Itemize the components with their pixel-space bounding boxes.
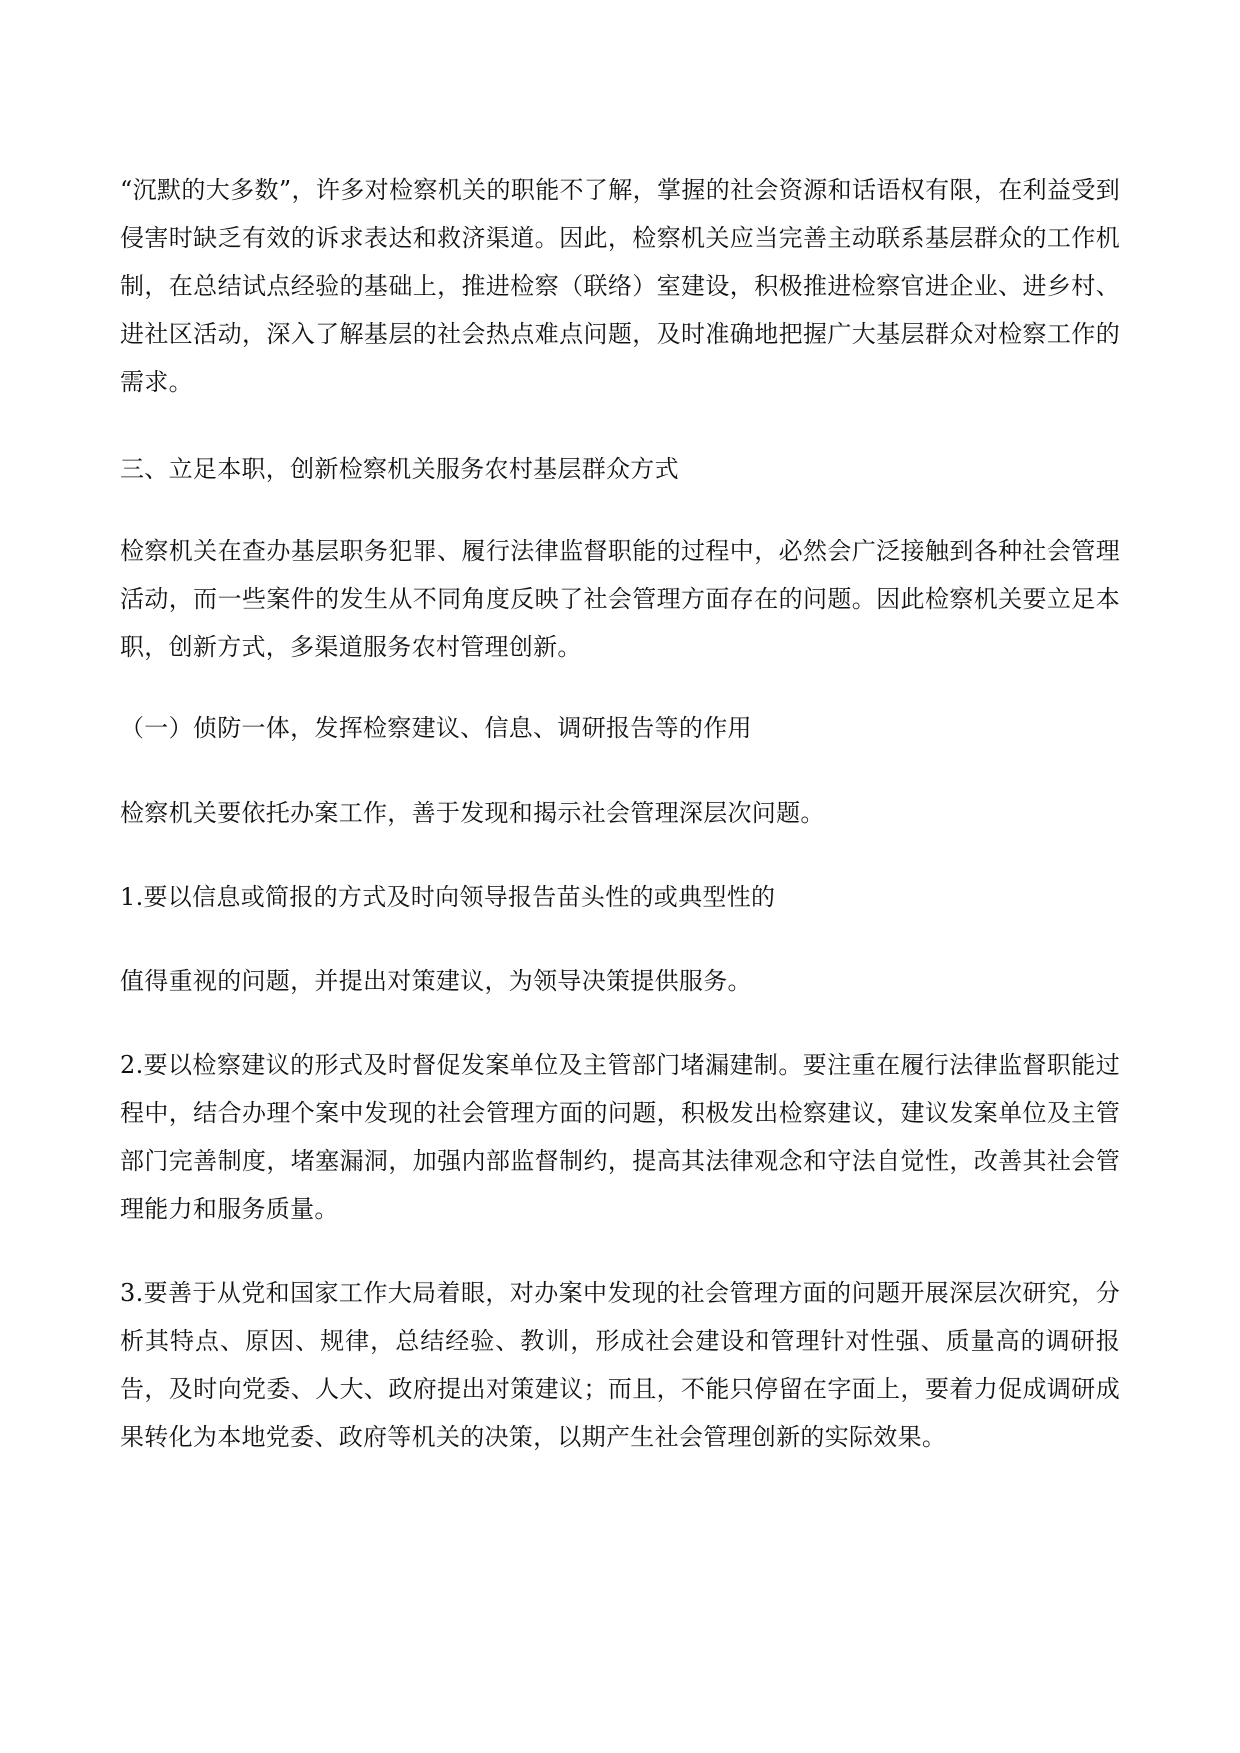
section-heading-three: 三、立足本职，创新检察机关服务农村基层群众方式: [120, 455, 679, 483]
list-item-two: 2.要以检察建议的形式及时督促发案单位及主管部门堵漏建制。要注重在履行法律监督职能过程中，结合办理个案中发现的社会管理方面的问题，积极发出检察建议，建议发案单位及主管部门完善制度，堵塞漏洞，加强内部监督制约，提高其法律观念和守法自觉性，改善其社会管理能力和服务质量。: [120, 1051, 1120, 1223]
list-item-three: 3.要善于从党和国家工作大局着眼，对办案中发现的社会管理方面的问题开展深层次研究，分析其特点、原因、规律，总结经验、教训，形成社会建设和管理针对性强、质量高的调研报告，及时向党委、人大、政府提出对策建议；而且，不能只停留在字面上，要着力促成调研成果转化为本地党委、政府等机关的决策，以期产生社会管理创新的实际效果。: [120, 1279, 1120, 1451]
list-item-one-part-a: 1.要以信息或简报的方式及时向领导报告苗头性的或典型性的: [120, 883, 776, 911]
list-item-one-part-b: 值得重视的问题，并提出对策建议，为领导决策提供服务。: [120, 967, 752, 995]
paragraph-section-three: 检察机关在查办基层职务犯罪、履行法律监督职能的过程中，必然会广泛接触到各种社会管理活动，而一些案件的发生从不同角度反映了社会管理方面存在的问题。因此检察机关要立足本职，创新方式，多渠道服务农村管理创新。: [120, 537, 1120, 661]
paragraph-intro: “沉默的大多数”，许多对检察机关的职能不了解，掌握的社会资源和话语权有限，在利益受到侵害时缺乏有效的诉求表达和救济渠道。因此，检察机关应当完善主动联系基层群众的工作机制，在总结试点经验的基础上，推进检察（联络）室建设，积极推进检察官进企业、进乡村、进社区活动，深入了解基层的社会热点难点问题，及时准确地把握广大基层群众对检察工作的需求。: [120, 176, 1120, 396]
paragraph-subsection-intro: 检察机关要依托办案工作，善于发现和揭示社会管理深层次问题。: [120, 799, 825, 827]
subsection-heading-one: （一）侦防一体，发挥检察建议、信息、调研报告等的作用: [120, 714, 752, 742]
document-page: [120, 166, 1120, 1461]
